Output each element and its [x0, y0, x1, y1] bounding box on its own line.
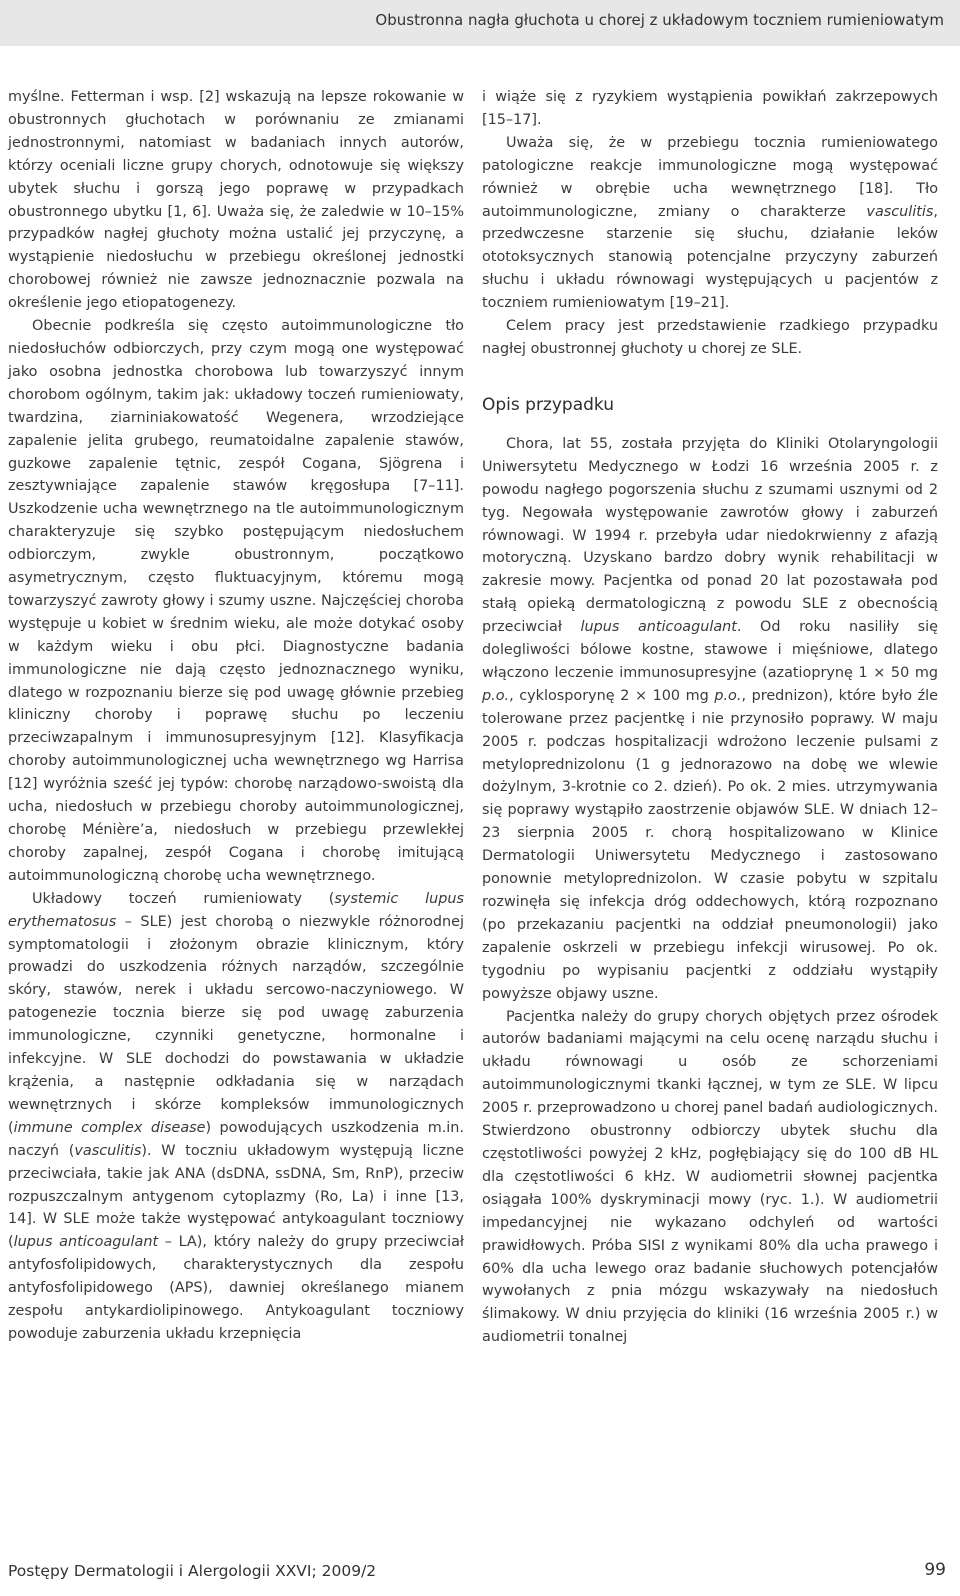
emphasis: systemic lupus erythematosus [8, 890, 464, 930]
paragraph: Pacjentka należy do grupy chorych objętych przez ośrodek autorów badaniami mającymi na celu ocenę narządu słuchu i układu równowagi u osób ze schorzeniami autoimmunologicznymi tkanki łącznej, w tym ze SLE. W lipcu 2005 r. przeprowadzono u chorej panel badań audiologicznych. Stwierdzono obustronny odbiorczy ubytek słuchu dla częstotliwości powyżej 2 kHz, pogłębiający się do 100 dB HL dla częstotliwości 6 kHz. W audiometrii słownej pacjentka osiągała 100% dyskryminacji mowy (ryc. 1.). W audiometrii impedancyjnej nie wykazano odchyleń od wartości prawidłowych. Próba SISI z wynikami 80% dla ucha prawego i 60% dla ucha lewego oraz badanie słuchowych potencjałów wywołanych z pnia mózgu wskazywały na niedosłuch ślimakowy. W dniu przyjęcia do kliniki (16 września 2005 r.) w audiometrii tonalnej [482, 1008, 938, 1346]
paragraph: myślne. Fetterman i wsp. [2] wskazują na lepsze rokowanie w obustronnych głuchotach w porównaniu ze zmianami jednostronnymi, natomiast w badaniach innych autorów, którzy oceniali liczne grupy chorych, odnotowuje się większy ubytek słuchu i gorszą jego poprawę w przypadkach obustronnego ubytku [1, 6]. Uważa się, że zaledwie w 10–15% przypadków nagłej głuchoty można ustalić jej przyczynę, a wystąpienie niedosłuchu w przebiegu określonej jednostki chorobowej również nie zawsze jednoznacznie pozwala na określenie jego etiopatogenezy. [8, 89, 464, 312]
left-column [8, 86, 464, 1346]
paragraph: Układowy toczeń rumieniowaty (systemic lupus erythematosus – SLE) jest chorobą o niezwykle różnorodnej symptomatologii i złożonym obrazie klinicznym, który prowadzi do uszkodzenia różnych narządów, szczególnie skóry, stawów, nerek i układu sercowo-naczyniowego. W patogenezie tocznia bierze się pod uwagę zaburzenia immunologiczne, czynniki genetyczne, hormonalne i infekcyjne. W SLE dochodzi do powstawania w układzie krążenia, a następnie odkładania się w narządach wewnętrznych i skórze kompleksów immunologicznych (immune complex disease) powodujących uszkodzenia m.in. naczyń (vasculitis). W toczniu układowym występują liczne przeciwciała, takie jak ANA (dsDNA, ssDNA, Sm, RnP), przeciw rozpuszczalnym antygenom cytoplazmy (Ro, La) i inne [13, 14]. W SLE może także występować antykoagulant toczniowy (lupus anticoagulant – LA), który należy do grupy przeciwciał antyfosfolipidowych, charakterystycznych dla zespołu antyfosfolipidowego (APS), dawniej określanego mianem zespołu antykardiolipinowego. Antykoagulant toczniowy powoduje zaburzenia układu krzepnięcia [8, 890, 464, 1342]
journal-citation: Postępy Dermatologii i Alergologii XXVI; 2009/2 [8, 1562, 377, 1580]
section-heading: Opis przypadku [482, 394, 615, 415]
emphasis: vasculitis [866, 203, 934, 220]
paragraph: Chora, lat 55, została przyjęta do Kliniki Otolaryngologii Uniwersytetu Medycznego w Łodzi 16 września 2005 r. z powodu nagłego pogorszenia słuchu z szumami usznymi od 2 tyg. Negowała występowanie zawrotów głowy i zaburzeń równowagi. W 1994 r. przebyła udar niedokrwienny z afazją motoryczną. Uzyskano bardzo dobry wynik rehabilitacji w zakresie mowy. Pacjentka od ponad 20 lat pozostawała pod stałą opieką dermatologiczną z powodu SLE z obecnością przeciwciał lupus anticoagulant. Od roku nasiliły się dolegliwości bólowe kostne, stawowe i mięśniowe, dlatego włączono leczenie immunosupresyjne (azatioprynę 1 × 50 mg p.o., cyklosporynę 2 × 100 mg p.o., prednizon), które było źle tolerowane przez pacjentkę i nie przynosiło poprawy. W maju 2005 r. podczas hospitalizacji wdrożono leczenie pulsami z metyloprednizolonu (1 g jednorazowo na dobę we wlewie dożylnym, 3-krotnie co 2. dzień). Po ok. 2 mies. utrzymywania się poprawy wystąpiło zaostrzenie objawów SLE. W dniach 12–23 sierpnia 2005 r. chorą hospitalizowano w Klinice Dermatologii Uniwersytetu Medycznego i zastosowano ponownie metyloprednizolon. W czasie pobytu w szpitalu rozwinęła się infekcja dróg oddechowych, którą rozpoznano (po przekazaniu pacjentki na oddział pneumonologii) jako zapalenie oskrzeli w przebiegu infekcji wirusowej. Po ok. tygodniu po wypisaniu pacjentki z oddziału wystąpiły powyższe objawy uszne. [482, 435, 939, 1002]
emphasis: vasculitis [74, 1142, 142, 1159]
running-header [0, 0, 960, 46]
paragraph: Uważa się, że w przebiegu tocznia rumieniowatego patologiczne reakcje immunologiczne mogą występować również w obrębie ucha wewnętrznego [18]. Tło autoimmunologiczne, zmiany o charakterze vasculitis, przedwczesne starzenie się słuchu, działanie leków ototoksycznych stanowią potencjalne przyczyny zaburzeń słuchu i układu równowagi występujących u pacjentów z toczniem rumieniowatym [19–21]. [482, 134, 938, 312]
paragraph: Celem pracy jest przedstawienie rzadkiego przypadku nagłej obustronnej głuchoty u chorej ze SLE. [482, 318, 938, 357]
page-footer [0, 1556, 960, 1596]
running-title: Obustronna nagła głuchota u chorej z układowym toczniem rumieniowatym [375, 11, 944, 29]
emphasis: p.o. [714, 687, 742, 704]
page-number: 99 [924, 1560, 946, 1580]
paragraph: Obecnie podkreśla się często autoimmunologiczne tło niedosłuchów odbiorczych, przy czym mogą one występować jako osobna jednostka chorobowa lub towarzyszyć innym chorobom ogólnym, takim jak: układowy toczeń rumieniowaty, twardzina, ziarniniakowatość Wegenera, wrzodziejące zapalenie jelita grubego, reumatoidalne zapalenie stawów, guzkowe zapalenie tętnic, zespół Cogana, Sjögrena i zesztywniające zapalenie stawów kręgosłupa [7–11]. Uszkodzenie ucha wewnętrznego na tle autoimmunologicznym charakteryzuje się szybko postępującym niedosłuchem odbiorczym, zwykle obustronnym, początkowo asymetrycznym, często fluktuacyjnym, któremu mogą towarzyszyć zawroty głowy i szumy uszne. Najczęściej choroba występuje u kobiet w średnim wieku, ale może dotykać osoby w każdym wieku i obu płci. Diagnostyczne badania immunologiczne nie dają często jednoznacznego wyniku, dlatego w rozpoznaniu bierze się pod uwagę głównie przebieg kliniczny choroby i poprawę słuchu po leczeniu przeciwzapalnym i immunosupresyjnym [12]. Klasyfikacja choroby autoimmunologicznej ucha wewnętrznego wg Harrisa [12] wyróżnia sześć jej typów: chorobę narządowo-swoistą dla ucha, niedosłuch w przebiegu choroby autoimmunologicznej, chorobę Ménière’a, niedosłuch w przebiegu przewlekłej choroby zapalnej, zespół Cogana i chorobę imitującą autoimmunologiczną chorobę ucha wewnętrznego. [8, 318, 464, 884]
footer-divider [0, 1556, 960, 1557]
right-column [482, 86, 938, 1349]
paragraph: i wiąże się z ryzykiem wystąpienia powikłań zakrzepowych [15–17]. [482, 89, 938, 128]
emphasis: lupus anticoagulant [13, 1234, 159, 1251]
emphasis: p.o. [482, 687, 510, 704]
emphasis: immune complex disease [13, 1119, 206, 1136]
emphasis: lupus anticoagulant [580, 619, 737, 636]
